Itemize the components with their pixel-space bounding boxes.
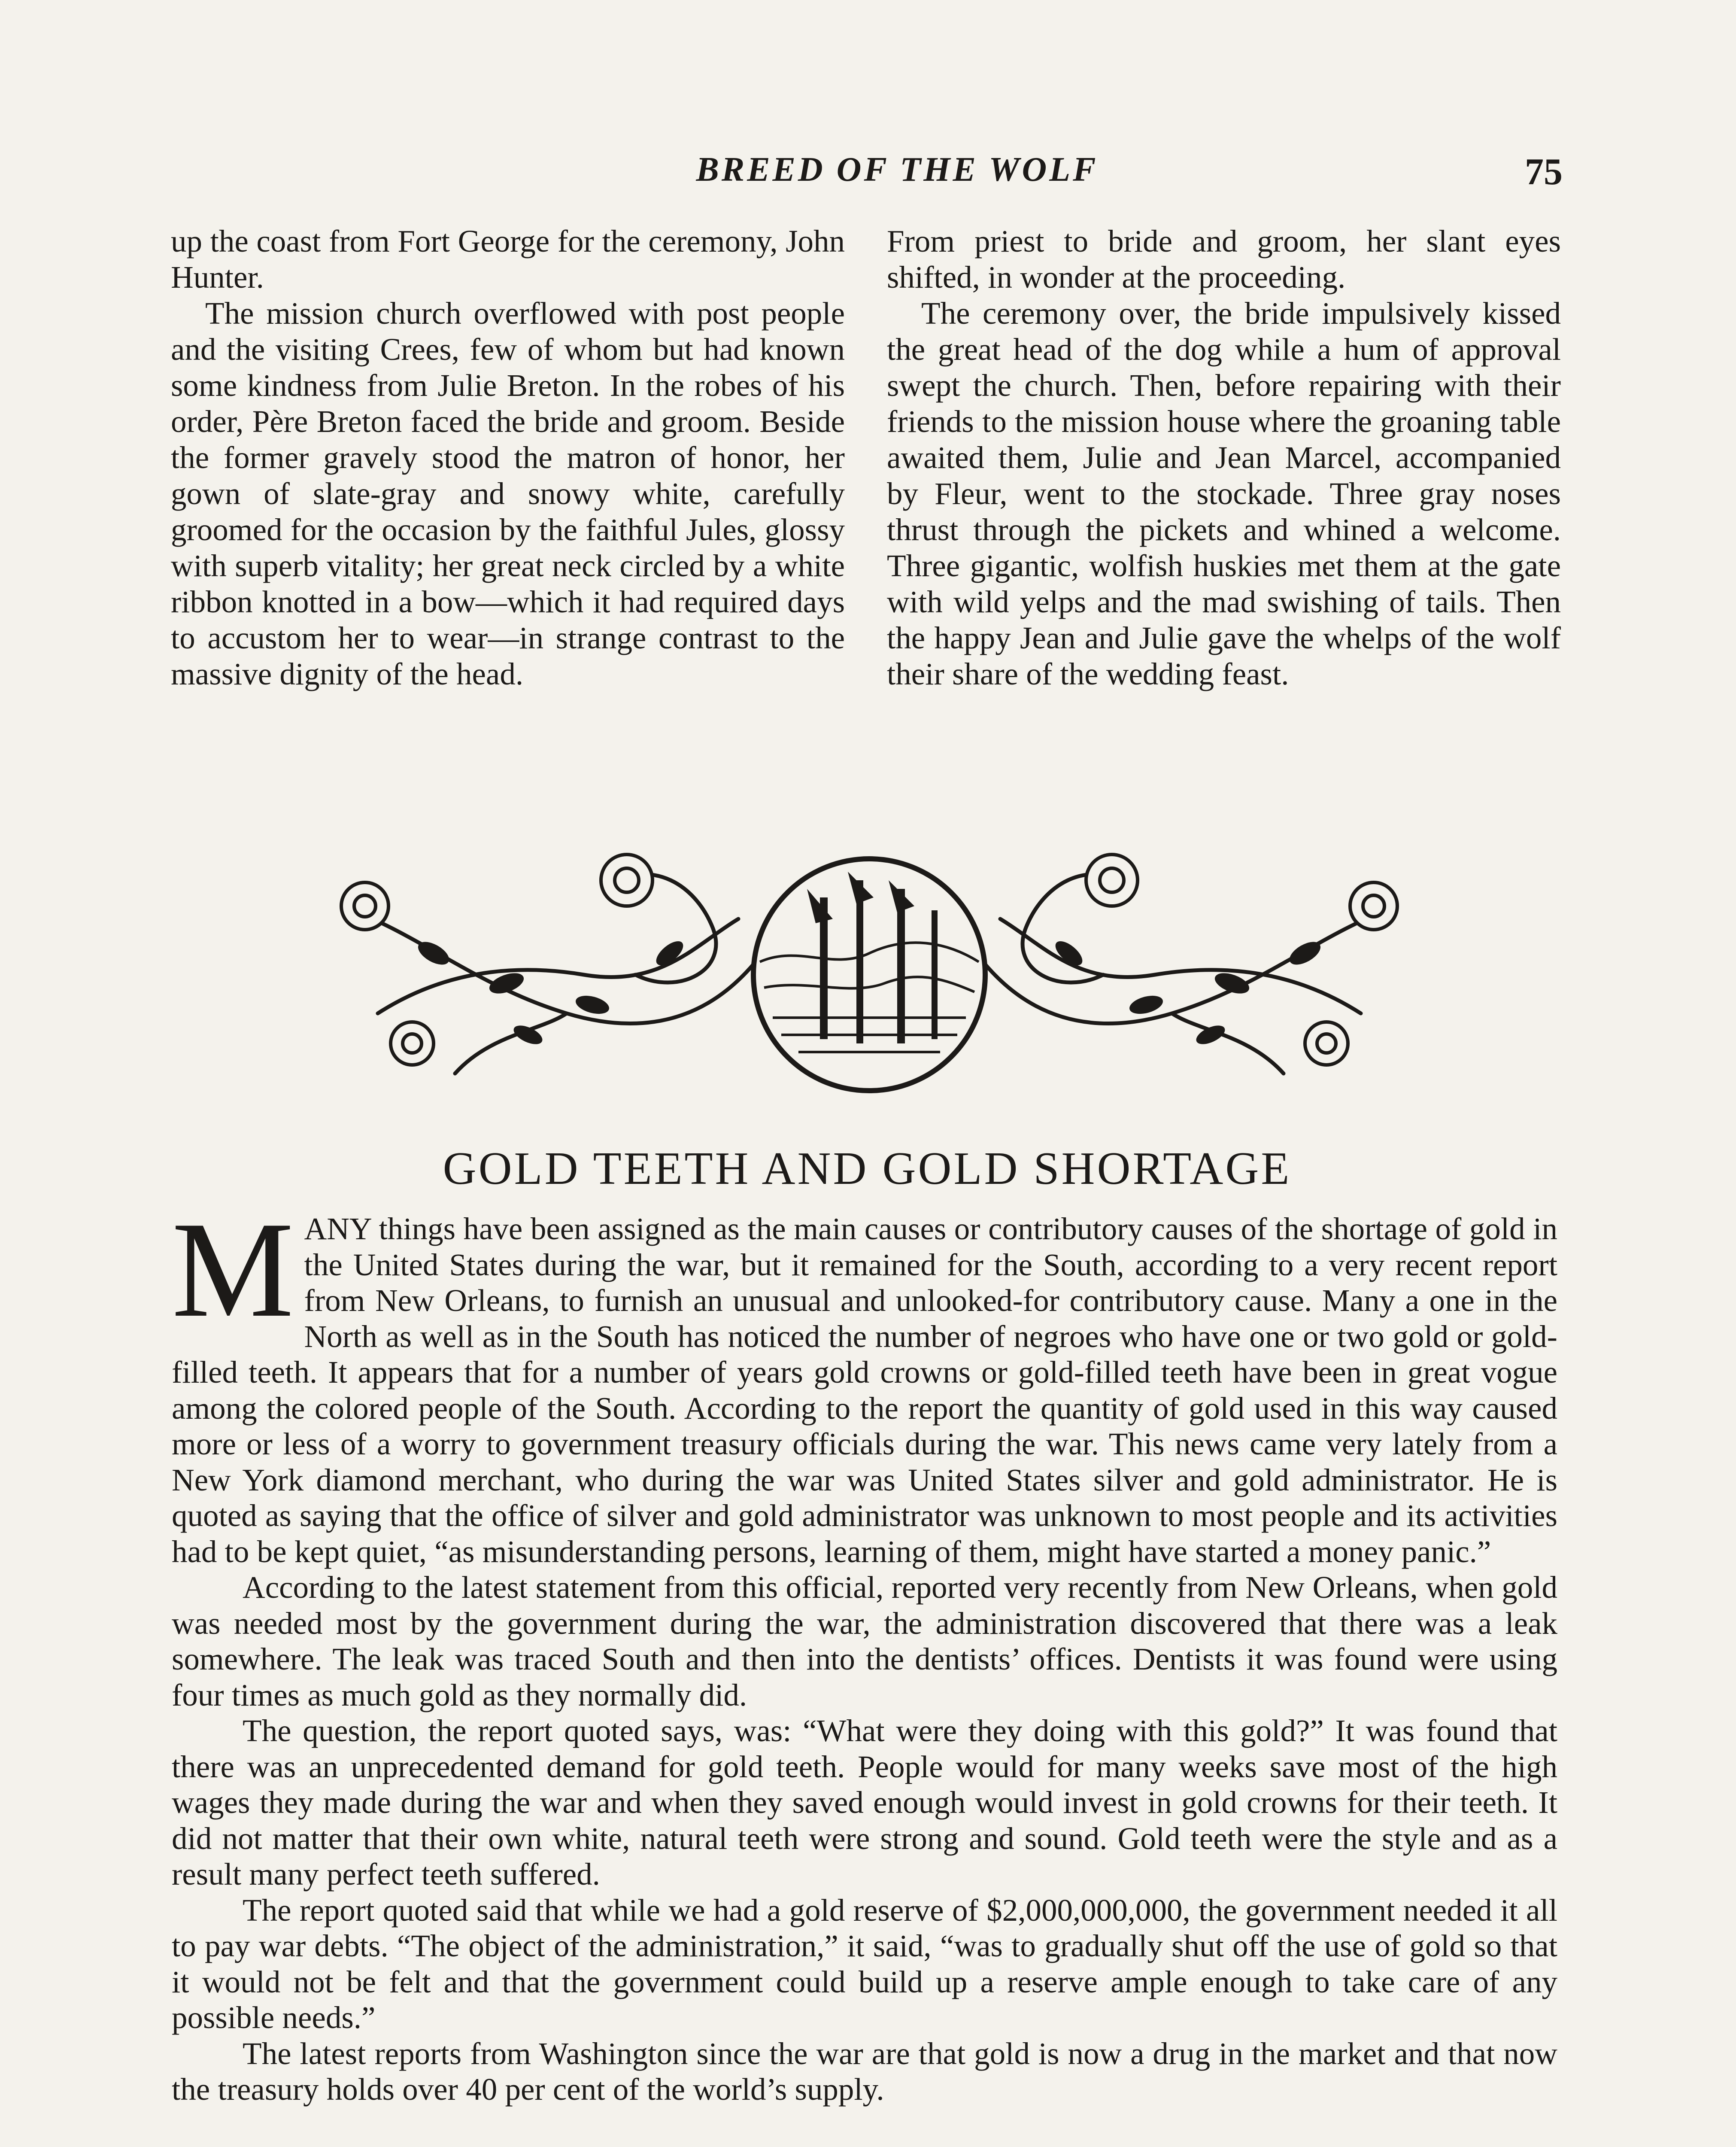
article-first-paragraph-text: ANY things have been assigned as the main causes or contributory causes of the shortage of gold in the United States during the war, but it remained for the South, according to a very recent report from New Orleans, to furnish an unusual and unlooked-for contributory cause. Many a one in the North as well as in the South has noticed the number of negroes who have one or two gold or gold-filled teeth. It appears that for a number of years gold crowns or gold-filled teeth have been in great vogue among the colored people of the South. According to the report the quantity of gold used in this way caused more or less of a worry to government treasury officials during the war. This news came very lately from a New York diamond merchant, who during the war was United States silver and gold administrator. He is quoted as saying that the office of silver and gold administrator was unknown to most people and its activities had to be kept quiet, “as misunderstanding persons, learning of them, might have started a money panic.”: [172, 1211, 1557, 1569]
article-paragraph: The report quoted said that while we had a gold reserve of $2,000,000,000, the government needed it all to pay war debts. “The object of the administration,” it said, “was to gradually shut off the use of gold so that it would not be felt and that the government could build up a reserve ample enough to take care of any possible needs.”: [172, 1892, 1557, 2035]
story-paragraph: The ceremony over, the bride impulsively kissed the great head of the dog while a hum of approval swept the church. Then, before repairing with their friends to the mission house where the groaning table awaited them, Julie and Jean Marcel, accompanied by Fleur, went to the stockade. Three gray noses thrust through the pickets and whined a welcome. Three gigantic, wolfish huskies met them at the gate with wild yelps and the mad swishing of tails. Then the happy Jean and Julie gave the whelps of the wolf their share of the wedding feast.: [887, 296, 1561, 691]
story-column-left: [171, 223, 845, 692]
article-title: GOLD TEETH AND GOLD SHORTAGE: [443, 1143, 1292, 1194]
drop-cap: M: [172, 1194, 294, 1346]
story-column-right: [887, 223, 1561, 692]
article-paragraph: [172, 1194, 1557, 1569]
article-paragraph: The question, the report quoted says, was: “What were they doing with this gold?” It was found that there was an unprecedented demand for gold teeth. People would for many weeks save most of the high wages they made during the war and when they saved enough would invest in gold crowns for their teeth. It did not matter that their own white, natural teeth were strong and sound. Gold teeth were the style and as a result many perfect teeth suffered.: [172, 1713, 1557, 1892]
article-paragraph: According to the latest statement from this official, reported very recently from New Orleans, when gold was needed most by the government during the war, the administration discovered that there was a leak somewhere. The leak was traced South and then into the dentists’ offices. Dentists it was found were using four times as much gold as they normally did.: [172, 1570, 1557, 1712]
floral-vignette-ornament: [326, 833, 1412, 1099]
article-paragraph: The latest reports from Washington since the war are that gold is now a drug in the market and that now the treasury holds over 40 per cent of the world’s supply.: [172, 2036, 1557, 2107]
story-paragraph: The mission church overflowed with post people and the visiting Crees, few of whom but had known some kindness from Julie Breton. In the robes of his order, Père Breton faced the bride and groom. Beside the former gravely stood the matron of honor, her gown of slate-gray and snowy white, carefully groomed for the occasion by the faithful Jules, glossy with superb vitality; her great neck circled by a white ribbon knotted in a bow—which it had required days to accustom her to wear—in strange contrast to the massive dignity of the head.: [171, 296, 845, 691]
article-body: [172, 1194, 1557, 2107]
page-number: 75: [1525, 151, 1563, 193]
running-head: BREED OF THE WOLF: [696, 151, 1099, 189]
story-paragraph: up the coast from Fort George for the ceremony, John Hunter.: [171, 224, 845, 295]
story-paragraph: From priest to bride and groom, her slant eyes shifted, in wonder at the proceeding.: [887, 224, 1561, 295]
